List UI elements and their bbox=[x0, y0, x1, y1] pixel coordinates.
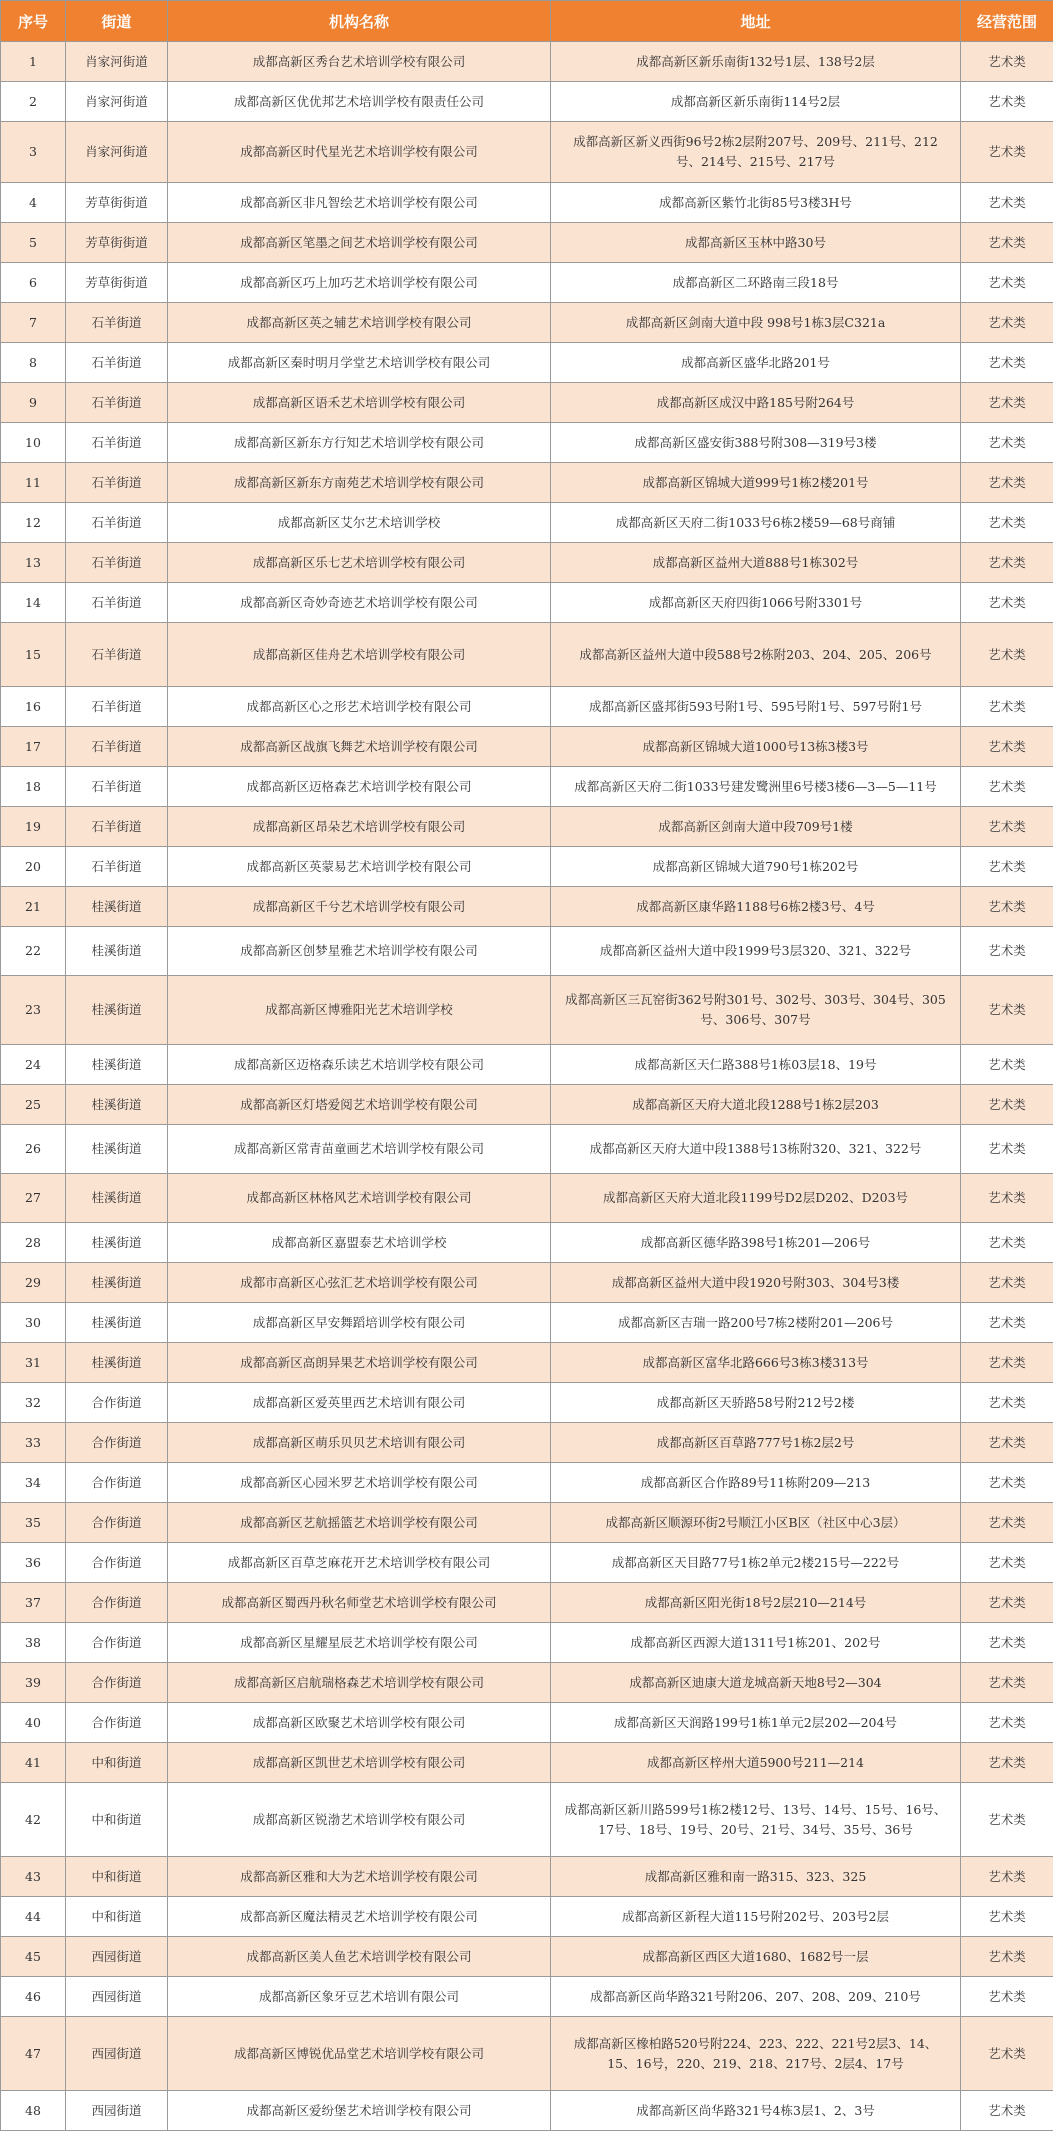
scope-cell: 艺术类 bbox=[961, 1977, 1053, 2017]
street-cell: 石羊街道 bbox=[66, 423, 168, 463]
scope-cell: 艺术类 bbox=[961, 2017, 1053, 2091]
street-cell: 西园街道 bbox=[66, 2017, 168, 2091]
scope-cell: 艺术类 bbox=[961, 1937, 1053, 1977]
scope-cell: 艺术类 bbox=[961, 1703, 1053, 1743]
street-cell: 桂溪街道 bbox=[66, 887, 168, 927]
street-cell: 桂溪街道 bbox=[66, 1343, 168, 1383]
table-header bbox=[1, 1, 1053, 42]
address-cell: 成都高新区天骄路58号附212号2楼 bbox=[551, 1383, 961, 1423]
scope-cell: 艺术类 bbox=[961, 1623, 1053, 1663]
index-cell: 23 bbox=[1, 976, 66, 1045]
address-cell: 成都高新区百草路777号1栋2层2号 bbox=[551, 1423, 961, 1463]
table-row bbox=[1, 2017, 1053, 2091]
address-cell: 成都高新区梓州大道5900号211—214 bbox=[551, 1743, 961, 1783]
address-cell: 成都高新区新乐南街132号1层、138号2层 bbox=[551, 42, 961, 82]
org-name-cell: 成都高新区奇妙奇迹艺术培训学校有限公司 bbox=[168, 583, 551, 623]
scope-cell: 艺术类 bbox=[961, 1783, 1053, 1857]
index-cell: 15 bbox=[1, 623, 66, 687]
index-cell: 21 bbox=[1, 887, 66, 927]
org-name-cell: 成都高新区乐七艺术培训学校有限公司 bbox=[168, 543, 551, 583]
scope-cell: 艺术类 bbox=[961, 42, 1053, 82]
scope-cell: 艺术类 bbox=[961, 1343, 1053, 1383]
org-name-cell: 成都高新区启航瑞格森艺术培训学校有限公司 bbox=[168, 1663, 551, 1703]
scope-cell: 艺术类 bbox=[961, 82, 1053, 122]
scope-cell: 艺术类 bbox=[961, 1223, 1053, 1263]
scope-cell: 艺术类 bbox=[961, 343, 1053, 383]
address-cell: 成都高新区玉林中路30号 bbox=[551, 223, 961, 263]
org-name-cell: 成都高新区战旗飞舞艺术培训学校有限公司 bbox=[168, 727, 551, 767]
index-cell: 47 bbox=[1, 2017, 66, 2091]
table-row bbox=[1, 847, 1053, 887]
address-cell: 成都高新区天府大道中段1388号13栋附320、321、322号 bbox=[551, 1125, 961, 1174]
scope-cell: 艺术类 bbox=[961, 1045, 1053, 1085]
org-name-cell: 成都高新区巧上加巧艺术培训学校有限公司 bbox=[168, 263, 551, 303]
index-cell: 48 bbox=[1, 2091, 66, 2131]
table-row bbox=[1, 2091, 1053, 2131]
scope-cell: 艺术类 bbox=[961, 927, 1053, 976]
scope-cell: 艺术类 bbox=[961, 423, 1053, 463]
table-row bbox=[1, 1977, 1053, 2017]
address-cell: 成都高新区益州大道888号1栋302号 bbox=[551, 543, 961, 583]
address-cell: 成都高新区剑南大道中段 998号1栋3层C321a bbox=[551, 303, 961, 343]
street-cell: 西园街道 bbox=[66, 2091, 168, 2131]
scope-cell: 艺术类 bbox=[961, 623, 1053, 687]
address-cell: 成都高新区益州大道中段1920号附303、304号3楼 bbox=[551, 1263, 961, 1303]
scope-cell: 艺术类 bbox=[961, 503, 1053, 543]
address-cell: 成都高新区天仁路388号1栋03层18、19号 bbox=[551, 1045, 961, 1085]
street-cell: 肖家河街道 bbox=[66, 122, 168, 183]
index-cell: 25 bbox=[1, 1085, 66, 1125]
address-cell: 成都高新区天目路77号1栋2单元2楼215号—222号 bbox=[551, 1543, 961, 1583]
street-cell: 石羊街道 bbox=[66, 767, 168, 807]
street-cell: 桂溪街道 bbox=[66, 1085, 168, 1125]
index-cell: 22 bbox=[1, 927, 66, 976]
index-cell: 37 bbox=[1, 1583, 66, 1623]
scope-cell: 艺术类 bbox=[961, 1383, 1053, 1423]
address-cell: 成都高新区锦城大道790号1栋202号 bbox=[551, 847, 961, 887]
org-name-cell: 成都高新区迈格森艺术培训学校有限公司 bbox=[168, 767, 551, 807]
street-cell: 桂溪街道 bbox=[66, 927, 168, 976]
street-cell: 合作街道 bbox=[66, 1583, 168, 1623]
header-row bbox=[1, 1, 1053, 42]
address-cell: 成都高新区富华北路666号3栋3楼313号 bbox=[551, 1343, 961, 1383]
scope-cell: 艺术类 bbox=[961, 2091, 1053, 2131]
address-cell: 成都高新区盛华北路201号 bbox=[551, 343, 961, 383]
street-cell: 石羊街道 bbox=[66, 687, 168, 727]
address-cell: 成都高新区剑南大道中段709号1楼 bbox=[551, 807, 961, 847]
org-name-cell: 成都高新区星耀星辰艺术培训学校有限公司 bbox=[168, 1623, 551, 1663]
street-cell: 西园街道 bbox=[66, 1977, 168, 2017]
index-cell: 24 bbox=[1, 1045, 66, 1085]
header-address: 地址 bbox=[551, 1, 961, 42]
scope-cell: 艺术类 bbox=[961, 1663, 1053, 1703]
street-cell: 中和街道 bbox=[66, 1783, 168, 1857]
index-cell: 35 bbox=[1, 1503, 66, 1543]
table-body bbox=[1, 42, 1053, 2131]
org-name-cell: 成都高新区昂朵艺术培训学校有限公司 bbox=[168, 807, 551, 847]
street-cell: 合作街道 bbox=[66, 1423, 168, 1463]
address-cell: 成都高新区三瓦窑街362号附301号、302号、303号、304号、305号、306号、307号 bbox=[551, 976, 961, 1045]
street-cell: 桂溪街道 bbox=[66, 1303, 168, 1343]
scope-cell: 艺术类 bbox=[961, 1125, 1053, 1174]
table-row bbox=[1, 767, 1053, 807]
org-name-cell: 成都高新区非凡智绘艺术培训学校有限公司 bbox=[168, 183, 551, 223]
org-name-cell: 成都高新区象牙豆艺术培训有限公司 bbox=[168, 1977, 551, 2017]
table-row bbox=[1, 1174, 1053, 1223]
scope-cell: 艺术类 bbox=[961, 583, 1053, 623]
table-row bbox=[1, 1045, 1053, 1085]
scope-cell: 艺术类 bbox=[961, 1743, 1053, 1783]
table-row bbox=[1, 1663, 1053, 1703]
table-row bbox=[1, 82, 1053, 122]
org-name-cell: 成都高新区千兮艺术培训学校有限公司 bbox=[168, 887, 551, 927]
street-cell: 石羊街道 bbox=[66, 543, 168, 583]
index-cell: 20 bbox=[1, 847, 66, 887]
org-name-cell: 成都高新区欧聚艺术培训学校有限公司 bbox=[168, 1703, 551, 1743]
address-cell: 成都高新区锦城大道1000号13栋3楼3号 bbox=[551, 727, 961, 767]
header-org-name: 机构名称 bbox=[168, 1, 551, 42]
scope-cell: 艺术类 bbox=[961, 976, 1053, 1045]
header-street: 街道 bbox=[66, 1, 168, 42]
table-row bbox=[1, 727, 1053, 767]
org-name-cell: 成都高新区新东方行知艺术培训学校有限公司 bbox=[168, 423, 551, 463]
index-cell: 34 bbox=[1, 1463, 66, 1503]
street-cell: 中和街道 bbox=[66, 1897, 168, 1937]
index-cell: 18 bbox=[1, 767, 66, 807]
index-cell: 17 bbox=[1, 727, 66, 767]
address-cell: 成都高新区天府大道北段1199号D2层D202、D203号 bbox=[551, 1174, 961, 1223]
org-name-cell: 成都高新区时代星光艺术培训学校有限公司 bbox=[168, 122, 551, 183]
street-cell: 石羊街道 bbox=[66, 343, 168, 383]
street-cell: 中和街道 bbox=[66, 1857, 168, 1897]
index-cell: 16 bbox=[1, 687, 66, 727]
index-cell: 38 bbox=[1, 1623, 66, 1663]
street-cell: 石羊街道 bbox=[66, 623, 168, 687]
street-cell: 合作街道 bbox=[66, 1663, 168, 1703]
scope-cell: 艺术类 bbox=[961, 1857, 1053, 1897]
address-cell: 成都高新区益州大道中段588号2栋附203、204、205、206号 bbox=[551, 623, 961, 687]
table-row bbox=[1, 1857, 1053, 1897]
scope-cell: 艺术类 bbox=[961, 1263, 1053, 1303]
org-name-cell: 成都高新区魔法精灵艺术培训学校有限公司 bbox=[168, 1897, 551, 1937]
org-name-cell: 成都高新区笔墨之间艺术培训学校有限公司 bbox=[168, 223, 551, 263]
street-cell: 桂溪街道 bbox=[66, 1125, 168, 1174]
address-cell: 成都高新区康华路1188号6栋2楼3号、4号 bbox=[551, 887, 961, 927]
address-cell: 成都高新区西区大道1680、1682号一层 bbox=[551, 1937, 961, 1977]
org-name-cell: 成都高新区美人鱼艺术培训学校有限公司 bbox=[168, 1937, 551, 1977]
index-cell: 45 bbox=[1, 1937, 66, 1977]
scope-cell: 艺术类 bbox=[961, 1583, 1053, 1623]
address-cell: 成都高新区天府四街1066号附3301号 bbox=[551, 583, 961, 623]
table-row bbox=[1, 1897, 1053, 1937]
table-row bbox=[1, 1085, 1053, 1125]
scope-cell: 艺术类 bbox=[961, 263, 1053, 303]
index-cell: 9 bbox=[1, 383, 66, 423]
table-row bbox=[1, 583, 1053, 623]
header-scope: 经营范围 bbox=[961, 1, 1053, 42]
address-cell: 成都高新区新程大道115号附202号、203号2层 bbox=[551, 1897, 961, 1937]
table-row bbox=[1, 887, 1053, 927]
address-cell: 成都高新区迪康大道龙城高新天地8号2—304 bbox=[551, 1663, 961, 1703]
org-name-cell: 成都高新区英之辅艺术培训学校有限公司 bbox=[168, 303, 551, 343]
table-row bbox=[1, 42, 1053, 82]
address-cell: 成都高新区合作路89号11栋附209—213 bbox=[551, 1463, 961, 1503]
address-cell: 成都高新区西源大道1311号1栋201、202号 bbox=[551, 1623, 961, 1663]
table-row bbox=[1, 1543, 1053, 1583]
scope-cell: 艺术类 bbox=[961, 1085, 1053, 1125]
address-cell: 成都高新区天府大道北段1288号1栋2层203 bbox=[551, 1085, 961, 1125]
index-cell: 46 bbox=[1, 1977, 66, 2017]
street-cell: 石羊街道 bbox=[66, 383, 168, 423]
table-row bbox=[1, 1463, 1053, 1503]
street-cell: 合作街道 bbox=[66, 1503, 168, 1543]
street-cell: 石羊街道 bbox=[66, 583, 168, 623]
org-name-cell: 成都高新区心之形艺术培训学校有限公司 bbox=[168, 687, 551, 727]
org-name-cell: 成都高新区嘉盟泰艺术培训学校 bbox=[168, 1223, 551, 1263]
table-row bbox=[1, 1343, 1053, 1383]
table-row bbox=[1, 687, 1053, 727]
index-cell: 19 bbox=[1, 807, 66, 847]
scope-cell: 艺术类 bbox=[961, 303, 1053, 343]
street-cell: 芳草街街道 bbox=[66, 183, 168, 223]
address-cell: 成都高新区橡柏路520号附224、223、222、221号2层3、14、15、16号，220、219、218、217号、2层4、17号 bbox=[551, 2017, 961, 2091]
street-cell: 合作街道 bbox=[66, 1383, 168, 1423]
org-name-cell: 成都高新区英蒙易艺术培训学校有限公司 bbox=[168, 847, 551, 887]
org-name-cell: 成都高新区新东方南苑艺术培训学校有限公司 bbox=[168, 463, 551, 503]
scope-cell: 艺术类 bbox=[961, 383, 1053, 423]
table-row bbox=[1, 343, 1053, 383]
table-row bbox=[1, 463, 1053, 503]
street-cell: 西园街道 bbox=[66, 1937, 168, 1977]
address-cell: 成都高新区德华路398号1栋201—206号 bbox=[551, 1223, 961, 1263]
org-name-cell: 成都市高新区心弦汇艺术培训学校有限公司 bbox=[168, 1263, 551, 1303]
org-name-cell: 成都高新区艾尔艺术培训学校 bbox=[168, 503, 551, 543]
org-name-cell: 成都高新区凯世艺术培训学校有限公司 bbox=[168, 1743, 551, 1783]
index-cell: 7 bbox=[1, 303, 66, 343]
org-name-cell: 成都高新区萌乐贝贝艺术培训有限公司 bbox=[168, 1423, 551, 1463]
street-cell: 石羊街道 bbox=[66, 463, 168, 503]
street-cell: 桂溪街道 bbox=[66, 1223, 168, 1263]
org-name-cell: 成都高新区博锐优品堂艺术培训学校有限公司 bbox=[168, 2017, 551, 2091]
address-cell: 成都高新区成汉中路185号附264号 bbox=[551, 383, 961, 423]
table-row bbox=[1, 303, 1053, 343]
address-cell: 成都高新区顺源环街2号顺江小区B区（社区中心3层） bbox=[551, 1503, 961, 1543]
scope-cell: 艺术类 bbox=[961, 463, 1053, 503]
org-name-cell: 成都高新区百草芝麻花开艺术培训学校有限公司 bbox=[168, 1543, 551, 1583]
street-cell: 石羊街道 bbox=[66, 503, 168, 543]
index-cell: 11 bbox=[1, 463, 66, 503]
address-cell: 成都高新区新义西街96号2栋2层附207号、209号、211号、212号、214号、215号、217号 bbox=[551, 122, 961, 183]
street-cell: 合作街道 bbox=[66, 1703, 168, 1743]
org-name-cell: 成都高新区秀台艺术培训学校有限公司 bbox=[168, 42, 551, 82]
scope-cell: 艺术类 bbox=[961, 1897, 1053, 1937]
table-row bbox=[1, 1263, 1053, 1303]
street-cell: 石羊街道 bbox=[66, 847, 168, 887]
street-cell: 肖家河街道 bbox=[66, 42, 168, 82]
address-cell: 成都高新区天府二街1033号6栋2楼59—68号商铺 bbox=[551, 503, 961, 543]
table-row bbox=[1, 183, 1053, 223]
index-cell: 36 bbox=[1, 1543, 66, 1583]
address-cell: 成都高新区益州大道中段1999号3层320、321、322号 bbox=[551, 927, 961, 976]
index-cell: 28 bbox=[1, 1223, 66, 1263]
org-name-cell: 成都高新区常青苗童画艺术培训学校有限公司 bbox=[168, 1125, 551, 1174]
index-cell: 6 bbox=[1, 263, 66, 303]
address-cell: 成都高新区二环路南三段18号 bbox=[551, 263, 961, 303]
index-cell: 40 bbox=[1, 1703, 66, 1743]
table-row bbox=[1, 1937, 1053, 1977]
org-name-cell: 成都高新区心园米罗艺术培训学校有限公司 bbox=[168, 1463, 551, 1503]
scope-cell: 艺术类 bbox=[961, 807, 1053, 847]
index-cell: 1 bbox=[1, 42, 66, 82]
scope-cell: 艺术类 bbox=[961, 767, 1053, 807]
index-cell: 42 bbox=[1, 1783, 66, 1857]
street-cell: 合作街道 bbox=[66, 1463, 168, 1503]
index-cell: 39 bbox=[1, 1663, 66, 1703]
index-cell: 33 bbox=[1, 1423, 66, 1463]
scope-cell: 艺术类 bbox=[961, 847, 1053, 887]
table-row bbox=[1, 1743, 1053, 1783]
street-cell: 合作街道 bbox=[66, 1543, 168, 1583]
org-name-cell: 成都高新区灯塔爱阅艺术培训学校有限公司 bbox=[168, 1085, 551, 1125]
scope-cell: 艺术类 bbox=[961, 887, 1053, 927]
scope-cell: 艺术类 bbox=[961, 727, 1053, 767]
table-row bbox=[1, 1423, 1053, 1463]
table-row bbox=[1, 1303, 1053, 1343]
index-cell: 32 bbox=[1, 1383, 66, 1423]
index-cell: 29 bbox=[1, 1263, 66, 1303]
index-cell: 30 bbox=[1, 1303, 66, 1343]
address-cell: 成都高新区新川路599号1栋2楼12号、13号、14号、15号、16号、17号、18号、19号、20号、21号、34号、35号、36号 bbox=[551, 1783, 961, 1857]
org-name-cell: 成都高新区迈格森乐读艺术培训学校有限公司 bbox=[168, 1045, 551, 1085]
table-row bbox=[1, 122, 1053, 183]
org-name-cell: 成都高新区林格风艺术培训学校有限公司 bbox=[168, 1174, 551, 1223]
index-cell: 44 bbox=[1, 1897, 66, 1937]
street-cell: 合作街道 bbox=[66, 1623, 168, 1663]
street-cell: 芳草街街道 bbox=[66, 223, 168, 263]
index-cell: 31 bbox=[1, 1343, 66, 1383]
index-cell: 43 bbox=[1, 1857, 66, 1897]
address-cell: 成都高新区尚华路321号4栋3层1、2、3号 bbox=[551, 2091, 961, 2131]
scope-cell: 艺术类 bbox=[961, 543, 1053, 583]
address-cell: 成都高新区吉瑞一路200号7栋2楼附201—206号 bbox=[551, 1303, 961, 1343]
index-cell: 8 bbox=[1, 343, 66, 383]
index-cell: 41 bbox=[1, 1743, 66, 1783]
table-row bbox=[1, 1125, 1053, 1174]
scope-cell: 艺术类 bbox=[961, 183, 1053, 223]
table-row bbox=[1, 223, 1053, 263]
table-row bbox=[1, 1383, 1053, 1423]
scope-cell: 艺术类 bbox=[961, 1503, 1053, 1543]
street-cell: 肖家河街道 bbox=[66, 82, 168, 122]
index-cell: 2 bbox=[1, 82, 66, 122]
index-cell: 10 bbox=[1, 423, 66, 463]
org-name-cell: 成都高新区艺航摇篮艺术培训学校有限公司 bbox=[168, 1503, 551, 1543]
header-index: 序号 bbox=[1, 1, 66, 42]
org-name-cell: 成都高新区爱纷堡艺术培训学校有限公司 bbox=[168, 2091, 551, 2131]
address-cell: 成都高新区新乐南街114号2层 bbox=[551, 82, 961, 122]
table-row bbox=[1, 623, 1053, 687]
org-name-cell: 成都高新区锐渤艺术培训学校有限公司 bbox=[168, 1783, 551, 1857]
street-cell: 桂溪街道 bbox=[66, 1263, 168, 1303]
index-cell: 3 bbox=[1, 122, 66, 183]
address-cell: 成都高新区紫竹北街85号3楼3H号 bbox=[551, 183, 961, 223]
index-cell: 12 bbox=[1, 503, 66, 543]
street-cell: 桂溪街道 bbox=[66, 976, 168, 1045]
org-name-cell: 成都高新区蜀西丹秋名师堂艺术培训学校有限公司 bbox=[168, 1583, 551, 1623]
street-cell: 石羊街道 bbox=[66, 303, 168, 343]
scope-cell: 艺术类 bbox=[961, 1423, 1053, 1463]
table-row bbox=[1, 976, 1053, 1045]
scope-cell: 艺术类 bbox=[961, 1174, 1053, 1223]
street-cell: 石羊街道 bbox=[66, 727, 168, 767]
table-row bbox=[1, 1583, 1053, 1623]
org-name-cell: 成都高新区佳舟艺术培训学校有限公司 bbox=[168, 623, 551, 687]
street-cell: 桂溪街道 bbox=[66, 1174, 168, 1223]
address-cell: 成都高新区盛邦街593号附1号、595号附1号、597号附1号 bbox=[551, 687, 961, 727]
table-row bbox=[1, 1623, 1053, 1663]
org-name-cell: 成都高新区雅和大为艺术培训学校有限公司 bbox=[168, 1857, 551, 1897]
address-cell: 成都高新区盛安街388号附308—319号3楼 bbox=[551, 423, 961, 463]
index-cell: 4 bbox=[1, 183, 66, 223]
scope-cell: 艺术类 bbox=[961, 1543, 1053, 1583]
address-cell: 成都高新区天润路199号1栋1单元2层202—204号 bbox=[551, 1703, 961, 1743]
table-row bbox=[1, 1223, 1053, 1263]
org-name-cell: 成都高新区早安舞蹈培训学校有限公司 bbox=[168, 1303, 551, 1343]
street-cell: 芳草街街道 bbox=[66, 263, 168, 303]
street-cell: 中和街道 bbox=[66, 1743, 168, 1783]
table-row bbox=[1, 263, 1053, 303]
address-cell: 成都高新区锦城大道999号1栋2楼201号 bbox=[551, 463, 961, 503]
table-row bbox=[1, 503, 1053, 543]
org-name-cell: 成都高新区语禾艺术培训学校有限公司 bbox=[168, 383, 551, 423]
street-cell: 石羊街道 bbox=[66, 807, 168, 847]
address-cell: 成都高新区阳光街18号2层210—214号 bbox=[551, 1583, 961, 1623]
street-cell: 桂溪街道 bbox=[66, 1045, 168, 1085]
index-cell: 27 bbox=[1, 1174, 66, 1223]
table-row bbox=[1, 1503, 1053, 1543]
table-row bbox=[1, 543, 1053, 583]
org-name-cell: 成都高新区创梦星雅艺术培训学校有限公司 bbox=[168, 927, 551, 976]
scope-cell: 艺术类 bbox=[961, 223, 1053, 263]
address-cell: 成都高新区雅和南一路315、323、325 bbox=[551, 1857, 961, 1897]
index-cell: 13 bbox=[1, 543, 66, 583]
address-cell: 成都高新区天府二街1033号建发鹭洲里6号楼3楼6—3—5—11号 bbox=[551, 767, 961, 807]
table-row bbox=[1, 1783, 1053, 1857]
org-name-cell: 成都高新区爱英里西艺术培训有限公司 bbox=[168, 1383, 551, 1423]
org-name-cell: 成都高新区秦时明月学堂艺术培训学校有限公司 bbox=[168, 343, 551, 383]
table-row bbox=[1, 927, 1053, 976]
table-row bbox=[1, 807, 1053, 847]
table-row bbox=[1, 383, 1053, 423]
org-name-cell: 成都高新区优优邦艺术培训学校有限责任公司 bbox=[168, 82, 551, 122]
index-cell: 14 bbox=[1, 583, 66, 623]
scope-cell: 艺术类 bbox=[961, 1303, 1053, 1343]
table-row bbox=[1, 423, 1053, 463]
address-cell: 成都高新区尚华路321号附206、207、208、209、210号 bbox=[551, 1977, 961, 2017]
scope-cell: 艺术类 bbox=[961, 687, 1053, 727]
org-name-cell: 成都高新区高朗异果艺术培训学校有限公司 bbox=[168, 1343, 551, 1383]
index-cell: 26 bbox=[1, 1125, 66, 1174]
index-cell: 5 bbox=[1, 223, 66, 263]
scope-cell: 艺术类 bbox=[961, 1463, 1053, 1503]
org-name-cell: 成都高新区博雅阳光艺术培训学校 bbox=[168, 976, 551, 1045]
table-row bbox=[1, 1703, 1053, 1743]
scope-cell: 艺术类 bbox=[961, 122, 1053, 183]
